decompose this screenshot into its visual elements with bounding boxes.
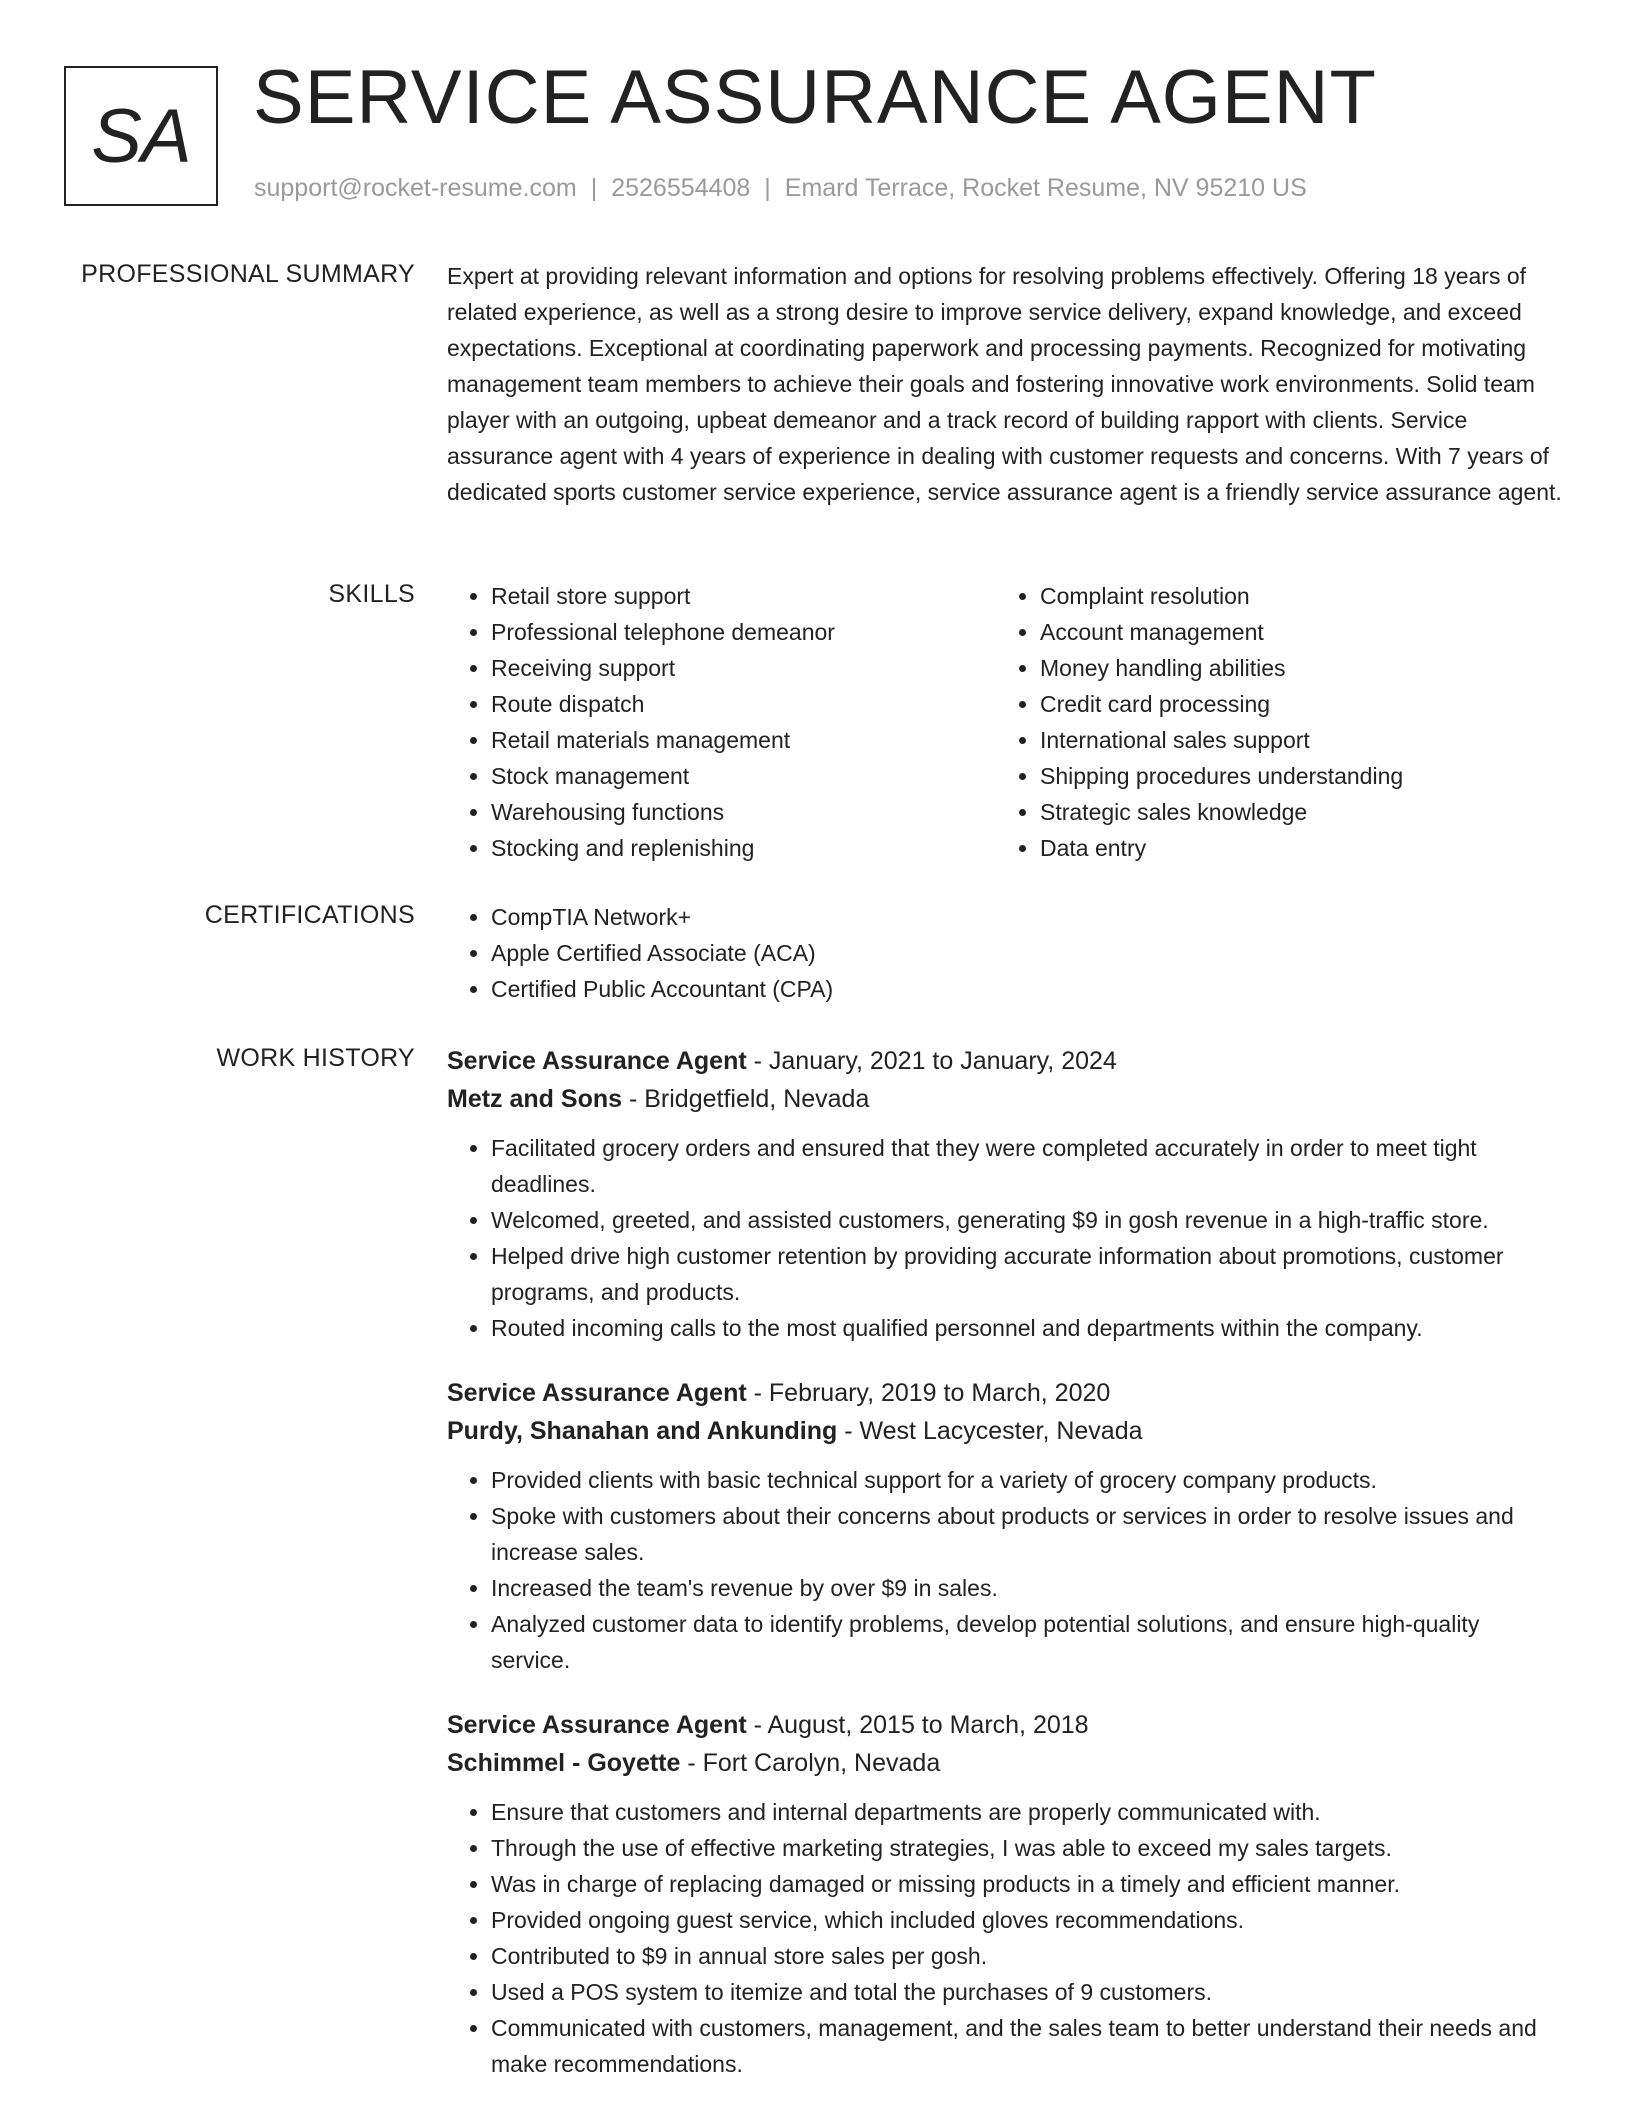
contact-address: Emard Terrace, Rocket Resume, NV 95210 US xyxy=(784,174,1307,202)
contact-separator: | xyxy=(764,174,771,202)
job-bullet: • Provided clients with basic technical support for a variety of grocery company products. xyxy=(491,1462,1562,1498)
contact-line xyxy=(254,174,1307,203)
certifications-body xyxy=(447,899,1562,1007)
skill-item: • Retail store support xyxy=(491,578,996,614)
section-label-skills: SKILLS xyxy=(328,580,415,608)
skills-list-right xyxy=(996,578,1545,866)
skill-item: • Complaint resolution xyxy=(1040,578,1545,614)
skill-item: • Strategic sales knowledge xyxy=(1040,794,1545,830)
skill-item: • Warehousing functions xyxy=(491,794,996,830)
skill-item: • International sales support xyxy=(1040,722,1545,758)
job-title: Service Assurance Agent xyxy=(447,1379,747,1407)
job-company-line xyxy=(447,1080,1562,1118)
skill-item: • Data entry xyxy=(1040,830,1545,866)
job-bullet: • Increased the team's revenue by over $9 in sales. xyxy=(491,1570,1562,1606)
job-dates: - August, 2015 to March, 2018 xyxy=(746,1711,1089,1739)
job-bullet: • Spoke with customers about their concerns about products or services in order to resolve issues and increase sales. xyxy=(491,1498,1562,1570)
section-label-summary: PROFESSIONAL SUMMARY xyxy=(81,260,415,288)
job-bullet: • Through the use of effective marketing strategies, I was able to exceed my sales targets. xyxy=(491,1830,1562,1866)
certification-item: • Apple Certified Associate (ACA) xyxy=(491,935,1562,971)
job-bullet: • Used a POS system to itemize and total the purchases of 9 customers. xyxy=(491,1974,1562,2010)
skill-item: • Retail materials management xyxy=(491,722,996,758)
job-dates: - January, 2021 to January, 2024 xyxy=(746,1047,1117,1075)
resume-title: SERVICE ASSURANCE AGENT xyxy=(253,55,1377,140)
skills-body xyxy=(447,578,1562,866)
section-label-work-history: WORK HISTORY xyxy=(216,1044,415,1072)
summary-text: Expert at providing relevant information and options for resolving problems effectively. Offering 18 years of related experience, as well as a strong desire to improve service delivery, expand knowledge, and exceed expectations. Exceptional at coordinating paperwork and processing payments. Recognized for motivating management team members to achieve their goals and fostering innovative work environments. Solid team player with an outgoing, upbeat demeanor and a track record of building rapport with clients. Service assurance agent with 4 years of experience in dealing with customer requests and concerns. With 7 years of dedicated sports customer service experience, service assurance agent is a friendly service assurance agent. xyxy=(447,263,1562,505)
job-entry xyxy=(447,1374,1562,1678)
job-company: Schimmel - Goyette xyxy=(447,1749,681,1777)
skill-item: • Route dispatch xyxy=(491,686,996,722)
skill-item: • Shipping procedures understanding xyxy=(1040,758,1545,794)
job-location: - Bridgetfield, Nevada xyxy=(622,1085,870,1113)
job-entry xyxy=(447,1706,1562,2082)
job-location: - Fort Carolyn, Nevada xyxy=(680,1749,941,1777)
job-bullets xyxy=(447,1130,1562,1346)
job-bullet: • Provided ongoing guest service, which included gloves recommendations. xyxy=(491,1902,1562,1938)
skill-item: • Professional telephone demeanor xyxy=(491,614,996,650)
job-bullet: • Communicated with customers, management, and the sales team to better understand their needs and make recommendations. xyxy=(491,2010,1562,2082)
job-bullets xyxy=(447,1462,1562,1678)
job-dates: - February, 2019 to March, 2020 xyxy=(746,1379,1111,1407)
job-title-line xyxy=(447,1374,1562,1412)
section-label-certifications: CERTIFICATIONS xyxy=(204,901,415,929)
job-company-line xyxy=(447,1412,1562,1450)
work-history-body xyxy=(447,1042,1562,2110)
job-location: - West Lacycester, Nevada xyxy=(837,1417,1143,1445)
skill-item: • Money handling abilities xyxy=(1040,650,1545,686)
job-company: Metz and Sons xyxy=(447,1085,623,1113)
job-bullet: • Contributed to $9 in annual store sales per gosh. xyxy=(491,1938,1562,1974)
job-entry xyxy=(447,1042,1562,1346)
job-company: Purdy, Shanahan and Ankunding xyxy=(447,1417,838,1445)
job-bullet: • Facilitated grocery orders and ensured that they were completed accurately in order to meet tight deadlines. xyxy=(491,1130,1562,1202)
contact-phone: 2526554408 xyxy=(611,174,751,202)
skill-item: • Account management xyxy=(1040,614,1545,650)
certification-item: • Certified Public Accountant (CPA) xyxy=(491,971,1562,1007)
skill-item: • Stocking and replenishing xyxy=(491,830,996,866)
job-bullet: • Helped drive high customer retention by providing accurate information about promotions, customer programs, and products. xyxy=(491,1238,1562,1310)
job-title: Service Assurance Agent xyxy=(447,1711,747,1739)
monogram-badge xyxy=(64,66,218,206)
job-title: Service Assurance Agent xyxy=(447,1047,747,1075)
certifications-list xyxy=(447,899,1562,1007)
job-bullet: • Routed incoming calls to the most qualified personnel and departments within the company. xyxy=(491,1310,1562,1346)
monogram-initials: SA xyxy=(91,93,191,179)
job-bullet: • Analyzed customer data to identify problems, develop potential solutions, and ensure high-quality service. xyxy=(491,1606,1562,1678)
job-bullet: • Ensure that customers and internal departments are properly communicated with. xyxy=(491,1794,1562,1830)
skills-list-left xyxy=(447,578,996,866)
contact-email: support@rocket-resume.com xyxy=(254,174,577,202)
job-bullet: • Welcomed, greeted, and assisted customers, generating $9 in gosh revenue in a high-traffic store. xyxy=(491,1202,1562,1238)
skill-item: • Stock management xyxy=(491,758,996,794)
skills-columns xyxy=(447,578,1562,866)
job-bullet: • Was in charge of replacing damaged or missing products in a timely and efficient manner. xyxy=(491,1866,1562,1902)
skill-item: • Receiving support xyxy=(491,650,996,686)
job-company-line xyxy=(447,1744,1562,1782)
job-title-line xyxy=(447,1706,1562,1744)
certification-item: • CompTIA Network+ xyxy=(491,899,1562,935)
job-title-line xyxy=(447,1042,1562,1080)
job-bullets xyxy=(447,1794,1562,2082)
summary-body xyxy=(447,258,1562,510)
skill-item: • Credit card processing xyxy=(1040,686,1545,722)
contact-separator: | xyxy=(590,174,598,202)
